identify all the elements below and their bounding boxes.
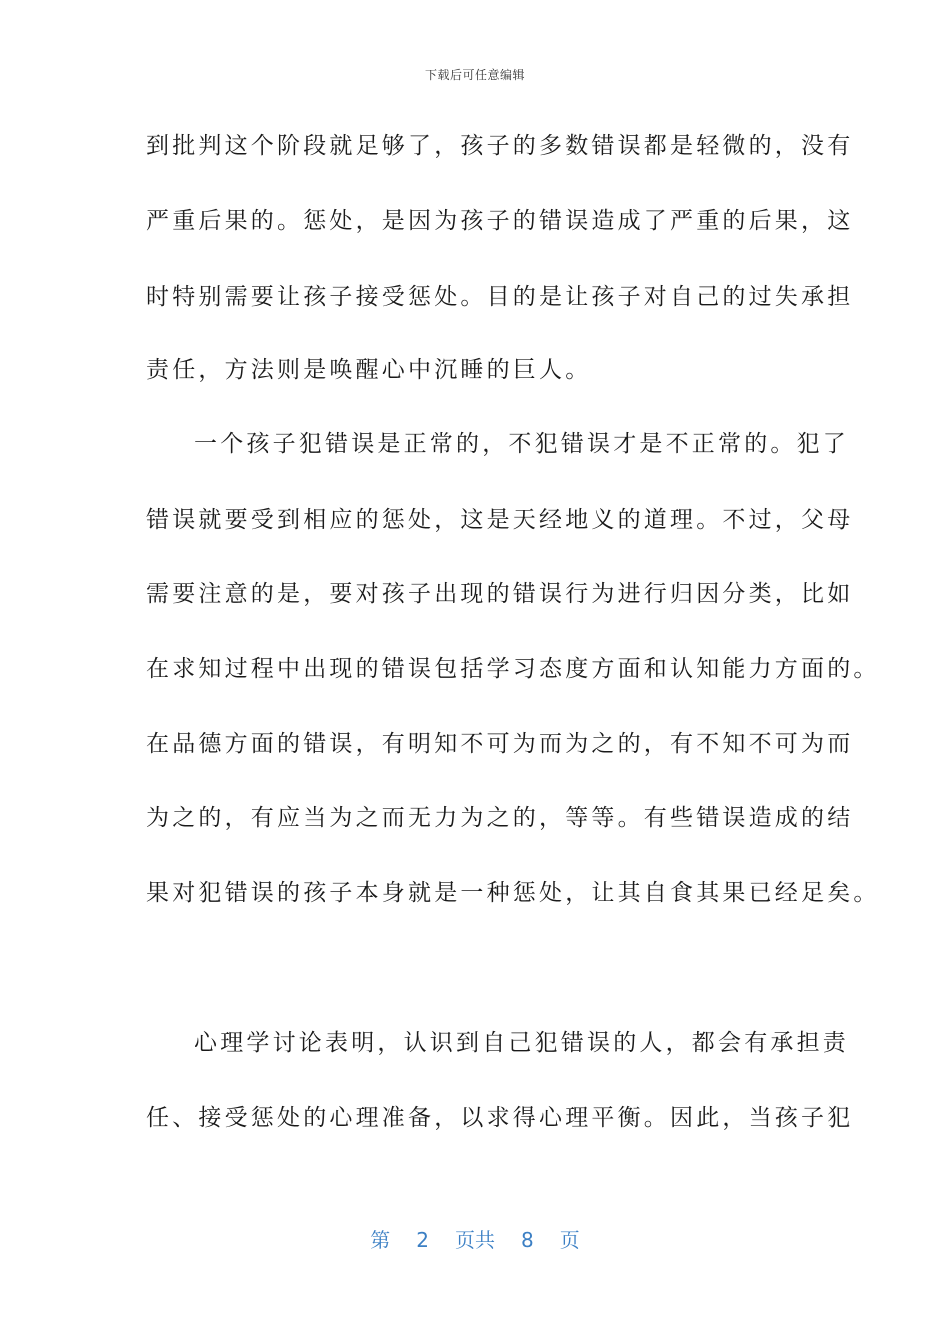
text-line: 任、接受惩处的心理准备，以求得心理平衡。因此，当孩子犯 <box>146 1105 854 1131</box>
footer-page-number: 2 <box>416 1228 429 1252</box>
text-line: 果对犯错误的孩子本身就是一种惩处，让其自食其果已经足矣。 <box>146 880 880 906</box>
page-footer <box>0 1224 950 1253</box>
footer-suffix: 页 <box>559 1228 580 1252</box>
text-line: 严重后果的。惩处，是因为孩子的错误造成了严重的后果，这 <box>146 208 854 234</box>
text-line-indented: 一个孩子犯错误是正常的，不犯错误才是不正常的。犯了 <box>194 431 849 457</box>
text-line: 错误就要受到相应的惩处，这是天经地义的道理。不过，父母 <box>146 507 854 533</box>
footer-middle: 页共 <box>455 1228 495 1252</box>
text-line: 责任，方法则是唤醒心中沉睡的巨人。 <box>146 357 592 383</box>
text-line: 在求知过程中出现的错误包括学习态度方面和认知能力方面的。 <box>146 656 880 682</box>
text-line-indented: 心理学讨论表明，认识到自己犯错误的人，都会有承担责 <box>194 1030 849 1056</box>
text-line: 到批判这个阶段就足够了，孩子的多数错误都是轻微的，没有 <box>146 133 854 159</box>
footer-total-pages: 8 <box>521 1228 534 1252</box>
text-line: 在品德方面的错误，有明知不可为而为之的，有不知不可为而 <box>146 731 854 757</box>
text-line: 时特别需要让孩子接受惩处。目的是让孩子对自己的过失承担 <box>146 284 854 310</box>
footer-prefix: 第 <box>370 1228 391 1252</box>
text-line: 需要注意的是，要对孩子出现的错误行为进行归因分类，比如 <box>146 581 854 607</box>
text-line: 为之的，有应当为之而无力为之的，等等。有些错误造成的结 <box>146 805 854 831</box>
page-header: 下载后可任意编辑 <box>424 68 525 82</box>
